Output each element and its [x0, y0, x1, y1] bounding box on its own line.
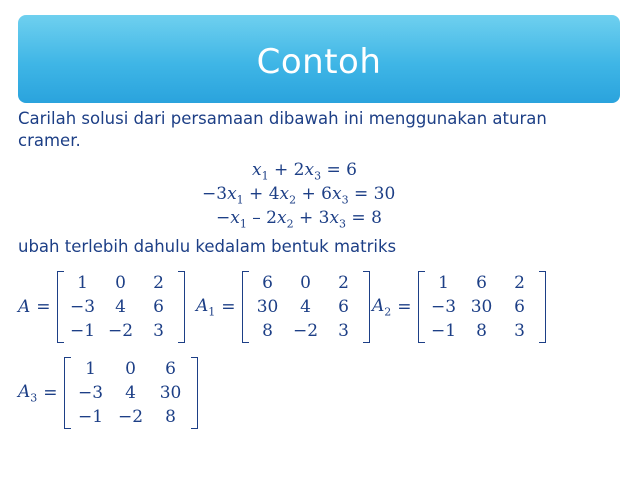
left-bracket [57, 271, 64, 343]
matrix-cell: 2 [153, 273, 164, 293]
matrix-cell: 30 [159, 383, 182, 403]
matrix-cell: −2 [293, 321, 319, 341]
equation-term: = 30 [348, 184, 396, 204]
matrix-label: $A_1$ [196, 295, 216, 319]
equals-sign: = [43, 383, 58, 403]
matrix-cell: 6 [262, 273, 273, 293]
variable-x: x [230, 208, 240, 228]
matrix-cell: 6 [514, 297, 525, 317]
matrix-cell: 3 [514, 321, 525, 341]
subscript: 3 [341, 193, 349, 207]
subscript: 3 [314, 169, 322, 183]
left-bracket [242, 271, 249, 343]
matrix-grid [64, 271, 178, 343]
matrix-cell: 30 [256, 297, 279, 317]
subscript: 1 [236, 193, 244, 207]
equation-term: −3 [202, 184, 228, 204]
matrix-cell: 1 [438, 273, 449, 293]
equals-sign: = [397, 297, 412, 317]
matrix-cell: 6 [153, 297, 164, 317]
right-bracket [191, 357, 198, 429]
equation-term: – 2 [246, 208, 277, 228]
matrix-cell: 6 [165, 359, 176, 379]
variable-x: x [252, 160, 262, 180]
matrix-label: $A_2$ [372, 295, 392, 319]
matrix-cell: −2 [118, 407, 144, 427]
right-bracket [178, 271, 185, 343]
variable-x: x [227, 184, 237, 204]
matrix-label: A [18, 297, 31, 317]
matrix-cell: 8 [262, 321, 273, 341]
slide-title: Contoh [256, 42, 382, 82]
matrix-cell: 3 [338, 321, 349, 341]
matrix-grid [425, 271, 539, 343]
matrix-cell: 0 [115, 273, 126, 293]
variable-x: x [332, 184, 342, 204]
matrix-cell: −1 [431, 321, 457, 341]
right-bracket [363, 271, 370, 343]
equation-term: = 8 [346, 208, 382, 228]
matrix-label-subscript: 1 [208, 305, 216, 319]
equals-sign: = [221, 297, 236, 317]
matrix-A [18, 271, 185, 343]
matrix-A2 [372, 271, 546, 343]
matrix-grid [249, 271, 363, 343]
matrix-label: $A_3$ [18, 381, 38, 405]
subscript: 3 [339, 217, 347, 231]
matrix-intro-text: ubah terlebih dahulu kedalam bentuk matriks [18, 237, 397, 256]
intro-text: Carilah solusi dari persamaan dibawah ini menggunakan aturan cramer. [18, 109, 547, 150]
matrix-cell: 1 [85, 359, 96, 379]
subscript: 2 [286, 217, 294, 231]
equation-term: + 2 [268, 160, 305, 180]
equation-3 [216, 208, 382, 230]
equation-term: + 3 [293, 208, 330, 228]
matrix-cell: 2 [338, 273, 349, 293]
subscript: 1 [239, 217, 247, 231]
matrix-cell: 6 [338, 297, 349, 317]
matrix-cell: 1 [77, 273, 88, 293]
equals-sign: = [36, 297, 51, 317]
matrix-cell: 8 [476, 321, 487, 341]
variable-x: x [329, 208, 340, 228]
matrix-cell: 8 [165, 407, 176, 427]
matrix-cell: −1 [78, 407, 104, 427]
equation-term: + 4 [243, 184, 280, 204]
matrix-cell: 0 [125, 359, 136, 379]
matrix-cell: 30 [470, 297, 493, 317]
equation-term: − [216, 208, 231, 228]
matrix-cell: −2 [108, 321, 134, 341]
right-bracket [539, 271, 546, 343]
matrix-cell: −3 [431, 297, 457, 317]
left-bracket [64, 357, 71, 429]
matrix-label-subscript: 2 [384, 305, 392, 319]
matrix-cell: 4 [300, 297, 311, 317]
equation-term: + 6 [296, 184, 332, 204]
matrix-A3 [18, 357, 198, 429]
matrix-cell: 6 [476, 273, 487, 293]
left-bracket [418, 271, 425, 343]
equation-term: = 6 [321, 160, 357, 180]
matrix-cell: 2 [514, 273, 525, 293]
matrix-cell: −3 [70, 297, 96, 317]
variable-x: x [279, 184, 290, 204]
variable-x: x [304, 160, 315, 180]
matrix-A1 [196, 271, 370, 343]
equation-1 [252, 160, 357, 182]
title-band [18, 15, 620, 103]
variable-x: x [276, 208, 287, 228]
matrix-cell: 0 [300, 273, 311, 293]
matrix-cell: 3 [153, 321, 164, 341]
matrix-label-subscript: 3 [30, 391, 38, 405]
matrix-cell: 4 [125, 383, 136, 403]
matrix-cell: −1 [70, 321, 96, 341]
matrix-grid [71, 357, 191, 429]
matrix-cell: −3 [78, 383, 104, 403]
matrix-cell: 4 [115, 297, 126, 317]
subscript: 2 [289, 193, 297, 207]
equation-2 [202, 184, 395, 206]
subscript: 1 [261, 169, 269, 183]
